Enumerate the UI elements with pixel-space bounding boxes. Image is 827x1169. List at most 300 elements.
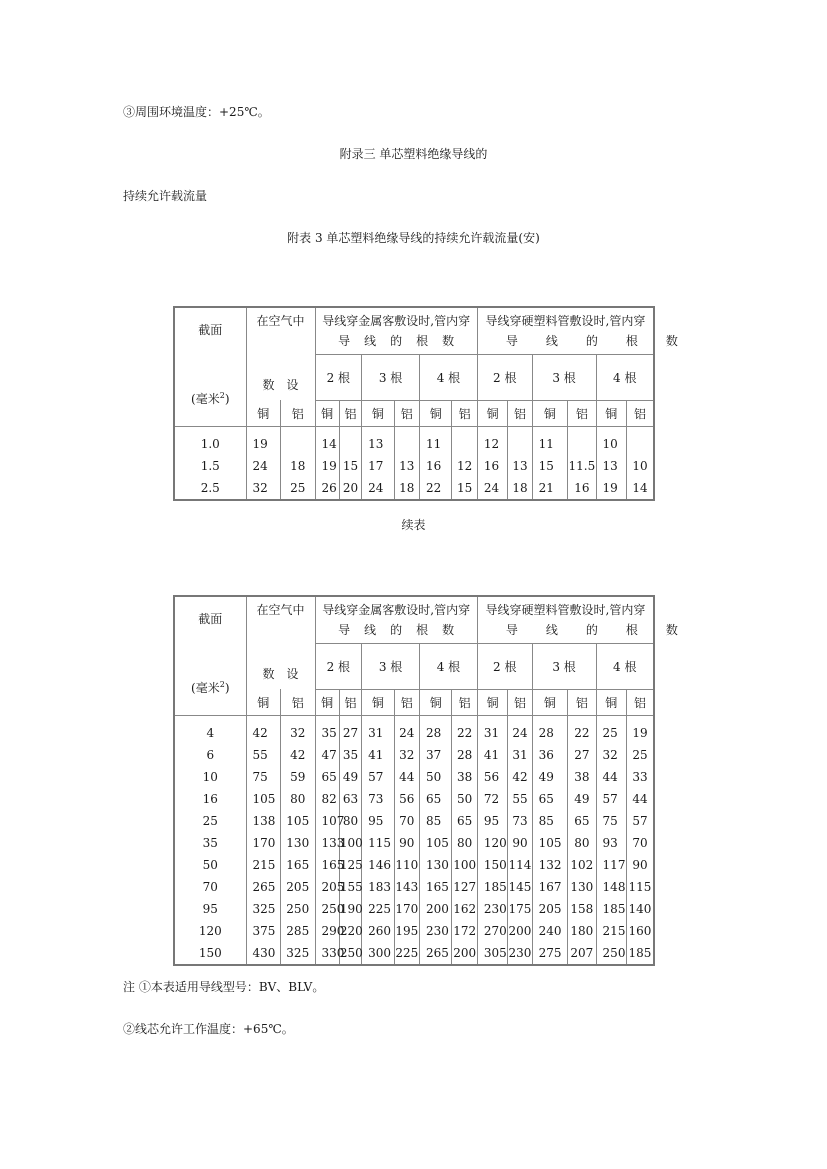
air-al-cell <box>281 427 315 456</box>
r3-al-cell: 16 <box>568 477 596 500</box>
metal-4-wires: 4 根 <box>419 355 477 401</box>
rigid-conduit-header <box>477 596 706 644</box>
m3-cu-cell: 115 <box>362 832 394 854</box>
m4-cu-cell: 50 <box>419 766 451 788</box>
section-cell: 16 <box>202 792 218 806</box>
r2-al-cell: 73 <box>508 810 532 832</box>
r4-al-cell: 185 <box>626 942 654 965</box>
m2-al-cell: 80 <box>339 810 361 832</box>
r2-al-cell: 13 <box>508 455 532 477</box>
m2-cu-cell: 133 <box>315 832 339 854</box>
continued-label: 续表 <box>401 518 426 532</box>
m3-cu-header: 铜 <box>362 689 394 715</box>
m3-cu-cell: 13 <box>362 427 394 456</box>
air-cu-cell: 24 <box>246 455 280 477</box>
table-row <box>174 455 654 477</box>
m4-cu-cell: 28 <box>419 716 451 745</box>
air-cu-cell: 32 <box>246 477 280 500</box>
m2-cu-cell: 250 <box>315 898 339 920</box>
metal-2-wires: 2 根 <box>315 644 362 690</box>
air-cu-cell: 138 <box>246 810 280 832</box>
m3-al-cell: 110 <box>394 854 419 876</box>
air-al-header: 铝 <box>281 400 315 426</box>
m3-al-cell: 170 <box>394 898 419 920</box>
r3-cu-header: 铜 <box>532 689 568 715</box>
r2-cu-header: 铜 <box>477 689 507 715</box>
air-label: 在空气中 <box>256 603 305 618</box>
m4-cu-cell: 16 <box>419 455 451 477</box>
m2-cu-header: 铜 <box>315 689 339 715</box>
air-al-cell: 105 <box>281 810 315 832</box>
air-cu-cell: 215 <box>246 854 280 876</box>
m2-al-cell: 15 <box>339 455 361 477</box>
metal-2-wires: 2 根 <box>315 355 362 401</box>
air-al-cell: 32 <box>281 716 315 745</box>
air-label: 在空气中 <box>256 314 305 329</box>
m2-cu-cell: 330 <box>315 942 339 965</box>
table-row <box>174 716 654 745</box>
r2-al-cell: 90 <box>508 832 532 854</box>
m3-cu-cell: 41 <box>362 744 394 766</box>
m4-al-header: 铝 <box>452 689 477 715</box>
m2-cu-cell: 47 <box>315 744 339 766</box>
m2-cu-cell: 205 <box>315 876 339 898</box>
metal-conduit-header <box>315 596 477 644</box>
m4-cu-cell: 265 <box>419 942 451 965</box>
metal-conduit-label: 导线穿金属客敷设时,管内穿 <box>322 603 471 618</box>
r2-cu-cell: 150 <box>477 854 507 876</box>
r3-al-cell: 27 <box>568 744 596 766</box>
r2-al-cell: 145 <box>508 876 532 898</box>
m3-al-header: 铝 <box>394 689 419 715</box>
r4-al-cell: 10 <box>626 455 654 477</box>
m3-al-cell: 195 <box>394 920 419 942</box>
r3-al-cell: 38 <box>568 766 596 788</box>
m4-al-cell: 22 <box>452 716 477 745</box>
air-al-cell: 59 <box>281 766 315 788</box>
m2-cu-cell: 14 <box>315 427 339 456</box>
r3-cu-cell: 11 <box>532 427 568 456</box>
m4-al-cell: 172 <box>452 920 477 942</box>
metal-4-wires: 4 根 <box>419 644 477 690</box>
m2-al-cell: 63 <box>339 788 361 810</box>
m2-al-cell: 27 <box>339 716 361 745</box>
m4-al-cell: 65 <box>452 810 477 832</box>
section-header <box>174 307 246 427</box>
m2-cu-cell: 165 <box>315 854 339 876</box>
metal-wire-count-label: 导线的根数 <box>338 623 469 638</box>
air-cu-cell: 265 <box>246 876 280 898</box>
r4-al-cell: 44 <box>626 788 654 810</box>
air-cu-cell: 19 <box>246 427 280 456</box>
m2-cu-cell: 35 <box>315 716 339 745</box>
m4-cu-cell: 200 <box>419 898 451 920</box>
section-cell: 10 <box>202 770 218 784</box>
rigid-2-wires: 2 根 <box>477 355 532 401</box>
r3-cu-cell: 205 <box>532 898 568 920</box>
r4-al-cell <box>626 427 654 456</box>
air-al-cell: 325 <box>281 942 315 965</box>
m3-cu-cell: 95 <box>362 810 394 832</box>
r3-cu-cell: 240 <box>532 920 568 942</box>
m2-al-cell: 155 <box>339 876 361 898</box>
section-unit: (毫米$^2$) <box>191 391 230 406</box>
m3-al-header: 铝 <box>394 400 419 426</box>
current-capacity-table <box>173 306 706 501</box>
m2-al-header: 铝 <box>339 689 361 715</box>
r4-cu-cell: 250 <box>596 942 626 965</box>
rigid-2-wires: 2 根 <box>477 644 532 690</box>
table-row <box>174 744 654 766</box>
m4-cu-header: 铜 <box>419 689 451 715</box>
r2-al-cell: 55 <box>508 788 532 810</box>
m4-cu-cell: 85 <box>419 810 451 832</box>
m2-al-cell: 35 <box>339 744 361 766</box>
m3-cu-cell: 57 <box>362 766 394 788</box>
table-row <box>174 477 654 500</box>
r2-al-cell: 24 <box>508 716 532 745</box>
r4-al-cell: 57 <box>626 810 654 832</box>
r4-cu-cell: 148 <box>596 876 626 898</box>
air-cu-cell: 42 <box>246 716 280 745</box>
m3-cu-cell: 183 <box>362 876 394 898</box>
r2-cu-cell: 185 <box>477 876 507 898</box>
r4-cu-cell: 44 <box>596 766 626 788</box>
intro-line: ③周围环境温度：+25℃。 <box>123 105 270 119</box>
table-row <box>174 898 654 920</box>
metal-conduit-label: 导线穿金属客敷设时,管内穿 <box>322 314 471 329</box>
m3-cu-cell: 300 <box>362 942 394 965</box>
r2-cu-cell: 16 <box>477 455 507 477</box>
m4-cu-cell: 230 <box>419 920 451 942</box>
r4-al-header: 铝 <box>626 689 654 715</box>
table-row <box>174 766 654 788</box>
rigid-wire-count-label: 导线的根数 <box>505 334 706 349</box>
air-al-cell: 18 <box>281 455 315 477</box>
m4-cu-cell: 105 <box>419 832 451 854</box>
r3-cu-cell: 36 <box>532 744 568 766</box>
r3-cu-cell: 15 <box>532 455 568 477</box>
m4-cu-header: 铜 <box>419 400 451 426</box>
m3-al-cell: 24 <box>394 716 419 745</box>
r2-al-cell: 200 <box>508 920 532 942</box>
m3-cu-cell: 260 <box>362 920 394 942</box>
section-cell: 1.5 <box>200 459 220 473</box>
r3-al-cell: 207 <box>568 942 596 965</box>
m3-al-cell: 143 <box>394 876 419 898</box>
r2-al-header: 铝 <box>508 689 532 715</box>
m3-al-cell <box>394 427 419 456</box>
r4-al-cell: 33 <box>626 766 654 788</box>
m2-al-cell: 250 <box>339 942 361 965</box>
air-cu-cell: 75 <box>246 766 280 788</box>
r4-al-cell: 19 <box>626 716 654 745</box>
m4-cu-cell: 165 <box>419 876 451 898</box>
m3-al-cell: 44 <box>394 766 419 788</box>
note-2: ②线芯允许工作温度：+65℃。 <box>123 1022 294 1036</box>
m3-cu-cell: 73 <box>362 788 394 810</box>
m3-cu-header: 铜 <box>362 400 394 426</box>
r4-al-cell: 25 <box>626 744 654 766</box>
r2-cu-cell: 95 <box>477 810 507 832</box>
r4-al-cell: 160 <box>626 920 654 942</box>
m4-al-cell <box>452 427 477 456</box>
table-row <box>174 876 654 898</box>
metal-conduit-header <box>315 307 477 355</box>
rigid-4-wires: 4 根 <box>596 355 654 401</box>
r4-cu-cell: 75 <box>596 810 626 832</box>
air-al-cell: 130 <box>281 832 315 854</box>
m4-cu-cell: 37 <box>419 744 451 766</box>
table-row <box>174 832 654 854</box>
air-laying-header <box>246 596 315 689</box>
air-cu-cell: 55 <box>246 744 280 766</box>
r3-cu-cell: 167 <box>532 876 568 898</box>
air-laying-label: 数 设 <box>262 378 299 393</box>
r4-cu-cell: 32 <box>596 744 626 766</box>
r4-al-cell: 14 <box>626 477 654 500</box>
r4-al-cell: 140 <box>626 898 654 920</box>
rigid-conduit-label: 导线穿硬塑料管敷设时,管内穿 <box>485 603 646 618</box>
air-laying-label: 数 设 <box>262 667 299 682</box>
m2-cu-cell: 65 <box>315 766 339 788</box>
air-cu-cell: 325 <box>246 898 280 920</box>
air-al-cell: 165 <box>281 854 315 876</box>
m2-al-cell: 190 <box>339 898 361 920</box>
current-capacity-table-continued <box>173 595 706 966</box>
m4-cu-cell: 11 <box>419 427 451 456</box>
m3-cu-cell: 146 <box>362 854 394 876</box>
section-label: 截面 <box>198 323 223 337</box>
table-row <box>174 427 654 456</box>
appendix-heading: 附录三 单芯塑料绝缘导线的 <box>339 147 488 161</box>
m4-al-cell: 15 <box>452 477 477 500</box>
table-row <box>174 920 654 942</box>
r3-cu-cell: 275 <box>532 942 568 965</box>
m3-al-cell: 13 <box>394 455 419 477</box>
m3-al-cell: 18 <box>394 477 419 500</box>
r3-cu-cell: 28 <box>532 716 568 745</box>
m3-cu-cell: 31 <box>362 716 394 745</box>
r2-cu-cell: 270 <box>477 920 507 942</box>
r3-al-cell: 65 <box>568 810 596 832</box>
section-cell: 70 <box>202 880 218 894</box>
r2-cu-cell: 56 <box>477 766 507 788</box>
r4-cu-cell: 57 <box>596 788 626 810</box>
r4-cu-cell: 25 <box>596 716 626 745</box>
r2-al-cell: 230 <box>508 942 532 965</box>
m3-cu-cell: 24 <box>362 477 394 500</box>
air-cu-header: 铜 <box>246 689 280 715</box>
m4-al-cell: 12 <box>452 455 477 477</box>
m2-cu-cell: 19 <box>315 455 339 477</box>
m2-cu-cell: 82 <box>315 788 339 810</box>
metal-3-wires: 3 根 <box>362 355 420 401</box>
m3-al-cell: 90 <box>394 832 419 854</box>
air-al-cell: 285 <box>281 920 315 942</box>
air-al-cell: 250 <box>281 898 315 920</box>
r4-cu-cell: 13 <box>596 455 626 477</box>
r4-cu-header: 铜 <box>596 400 626 426</box>
rigid-wire-count-label: 导线的根数 <box>505 623 706 638</box>
r2-al-cell: 42 <box>508 766 532 788</box>
r3-al-cell: 102 <box>568 854 596 876</box>
r2-al-header: 铝 <box>508 400 532 426</box>
m3-al-cell: 32 <box>394 744 419 766</box>
r3-al-cell: 158 <box>568 898 596 920</box>
table-row <box>174 854 654 876</box>
m3-al-cell: 70 <box>394 810 419 832</box>
section-cell: 95 <box>202 902 218 916</box>
m2-al-header: 铝 <box>339 400 361 426</box>
r4-cu-cell: 185 <box>596 898 626 920</box>
r3-al-header: 铝 <box>568 689 596 715</box>
m2-cu-cell: 107 <box>315 810 339 832</box>
rigid-3-wires: 3 根 <box>532 355 596 401</box>
table-body <box>174 427 654 501</box>
metal-3-wires: 3 根 <box>362 644 420 690</box>
section-cell: 50 <box>202 858 218 872</box>
r3-al-cell: 49 <box>568 788 596 810</box>
m2-al-cell: 49 <box>339 766 361 788</box>
m4-al-cell: 50 <box>452 788 477 810</box>
m2-al-cell: 20 <box>339 477 361 500</box>
rigid-conduit-header <box>477 307 706 355</box>
table-row <box>174 810 654 832</box>
air-laying-header <box>246 307 315 400</box>
m2-cu-header: 铜 <box>315 400 339 426</box>
m3-cu-cell: 17 <box>362 455 394 477</box>
section-header <box>174 596 246 716</box>
m4-al-cell: 28 <box>452 744 477 766</box>
section-cell: 150 <box>198 946 222 960</box>
r3-cu-cell: 49 <box>532 766 568 788</box>
r3-cu-cell: 85 <box>532 810 568 832</box>
r2-al-cell: 175 <box>508 898 532 920</box>
r3-al-cell: 22 <box>568 716 596 745</box>
table-row <box>174 942 654 965</box>
section-cell: 2.5 <box>200 481 220 495</box>
air-al-cell: 42 <box>281 744 315 766</box>
note-1: 注 ①本表适用导线型号：BV、BLV。 <box>123 980 325 994</box>
table-header <box>174 596 706 716</box>
table-row <box>174 788 654 810</box>
rigid-conduit-label: 导线穿硬塑料管敷设时,管内穿 <box>485 314 646 329</box>
r2-al-cell <box>508 427 532 456</box>
r3-cu-cell: 65 <box>532 788 568 810</box>
table-caption: 附表 3 单芯塑料绝缘导线的持续允许载流量(安) <box>287 231 540 245</box>
r2-cu-cell: 41 <box>477 744 507 766</box>
m4-al-cell: 100 <box>452 854 477 876</box>
m3-cu-cell: 225 <box>362 898 394 920</box>
r3-cu-cell: 132 <box>532 854 568 876</box>
r3-cu-cell: 105 <box>532 832 568 854</box>
r2-cu-header: 铜 <box>477 400 507 426</box>
m4-al-cell: 127 <box>452 876 477 898</box>
m4-al-cell: 200 <box>452 942 477 965</box>
rigid-3-wires: 3 根 <box>532 644 596 690</box>
m4-al-cell: 80 <box>452 832 477 854</box>
r4-al-cell: 90 <box>626 854 654 876</box>
section-cell: 4 <box>206 726 215 740</box>
air-al-cell: 80 <box>281 788 315 810</box>
section-cell: 120 <box>198 924 222 938</box>
r4-al-cell: 115 <box>626 876 654 898</box>
r2-al-cell: 114 <box>508 854 532 876</box>
air-cu-cell: 105 <box>246 788 280 810</box>
m2-al-cell: 220 <box>339 920 361 942</box>
m4-al-cell: 162 <box>452 898 477 920</box>
r2-cu-cell: 120 <box>477 832 507 854</box>
air-al-cell: 205 <box>281 876 315 898</box>
r2-cu-cell: 305 <box>477 942 507 965</box>
table-header <box>174 307 706 427</box>
air-cu-cell: 375 <box>246 920 280 942</box>
r4-al-header: 铝 <box>626 400 654 426</box>
r2-cu-cell: 31 <box>477 716 507 745</box>
m2-al-cell: 100 <box>339 832 361 854</box>
r4-cu-cell: 19 <box>596 477 626 500</box>
air-cu-header: 铜 <box>246 400 280 426</box>
section-cell: 35 <box>202 836 218 850</box>
r2-al-cell: 31 <box>508 744 532 766</box>
r3-al-cell: 80 <box>568 832 596 854</box>
m4-al-header: 铝 <box>452 400 477 426</box>
air-al-header: 铝 <box>281 689 315 715</box>
m2-cu-cell: 26 <box>315 477 339 500</box>
table-body <box>174 716 654 966</box>
air-cu-cell: 170 <box>246 832 280 854</box>
section-cell: 25 <box>202 814 218 828</box>
r2-cu-cell: 24 <box>477 477 507 500</box>
metal-wire-count-label: 导线的根数 <box>338 334 469 349</box>
appendix-subheading: 持续允许载流量 <box>123 189 208 203</box>
r2-cu-cell: 72 <box>477 788 507 810</box>
r4-cu-header: 铜 <box>596 689 626 715</box>
m4-cu-cell: 130 <box>419 854 451 876</box>
r2-cu-cell: 230 <box>477 898 507 920</box>
r3-al-cell: 180 <box>568 920 596 942</box>
r4-cu-cell: 117 <box>596 854 626 876</box>
r3-cu-cell: 21 <box>532 477 568 500</box>
m3-al-cell: 225 <box>394 942 419 965</box>
r3-cu-header: 铜 <box>532 400 568 426</box>
m4-al-cell: 38 <box>452 766 477 788</box>
m2-al-cell: 125 <box>339 854 361 876</box>
m2-cu-cell: 290 <box>315 920 339 942</box>
rigid-4-wires: 4 根 <box>596 644 654 690</box>
m4-cu-cell: 65 <box>419 788 451 810</box>
m2-al-cell <box>339 427 361 456</box>
m4-cu-cell: 22 <box>419 477 451 500</box>
section-label: 截面 <box>198 612 223 626</box>
r2-al-cell: 18 <box>508 477 532 500</box>
r3-al-cell: 11.5 <box>568 455 596 477</box>
section-cell: 1.0 <box>200 437 220 451</box>
r3-al-header: 铝 <box>568 400 596 426</box>
r4-cu-cell: 215 <box>596 920 626 942</box>
air-al-cell: 25 <box>281 477 315 500</box>
air-cu-cell: 430 <box>246 942 280 965</box>
section-cell: 6 <box>206 748 215 762</box>
r3-al-cell <box>568 427 596 456</box>
r4-al-cell: 70 <box>626 832 654 854</box>
r3-al-cell: 130 <box>568 876 596 898</box>
r4-cu-cell: 10 <box>596 427 626 456</box>
m3-al-cell: 56 <box>394 788 419 810</box>
section-unit: (毫米$^2$) <box>191 680 230 695</box>
r2-cu-cell: 12 <box>477 427 507 456</box>
